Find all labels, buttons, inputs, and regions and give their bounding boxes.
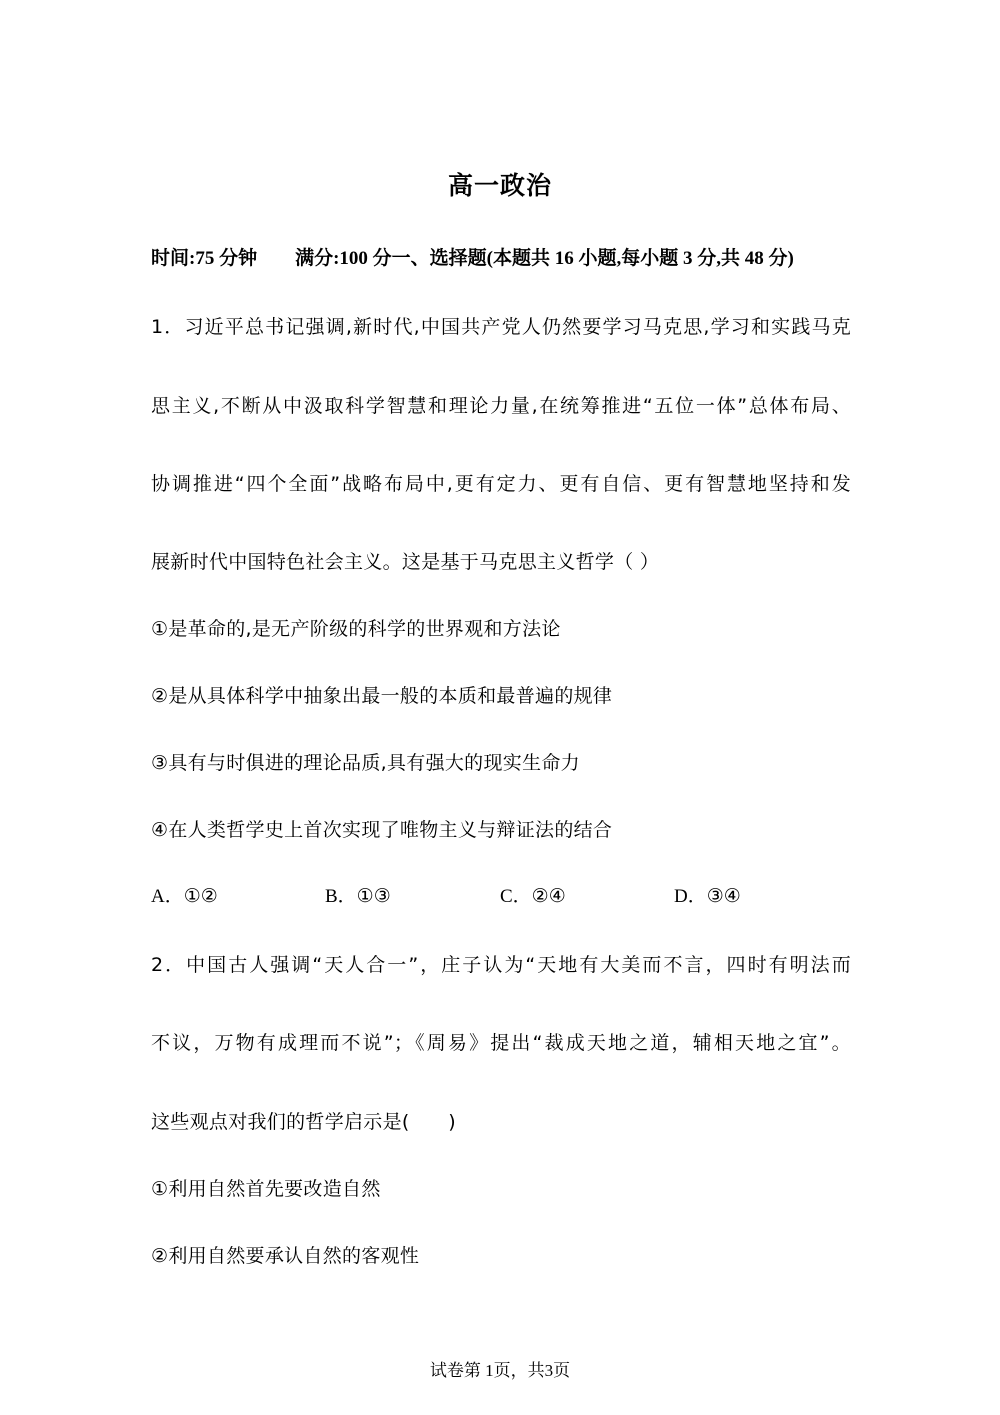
page-footer: 试卷第 1页，共3页 [429,1361,571,1380]
q1-option-b: B．①③ [325,886,391,907]
q1-stem-line-3: 协调推进“四个全面”战略布局中,更有定力、更有自信、更有智慧地坚持和发 [151,473,851,495]
q1-item-1: ①是革命的,是无产阶级的科学的世界观和方法论 [151,618,561,640]
q1-item-2: ②是从具体科学中抽象出最一般的本质和最普遍的规律 [151,685,613,707]
q1-options [151,881,851,909]
q1-item-4: ④在人类哲学史上首次实现了唯物主义与辩证法的结合 [151,819,613,841]
q1-option-c: C．②④ [500,886,566,907]
q1-stem-line-4: 展新时代中国特色社会主义。这是基于马克思主义哲学（ ） [151,551,660,573]
q2-stem-line-1: 2．中国古人强调“天人合一”，庄子认为“天地有大美而不言，四时有明法而 [151,954,851,976]
q1-stem-line-2: 思主义,不断从中汲取科学智慧和理论力量,在统筹推进“五位一体”总体布局、 [151,395,851,417]
q2-stem-line-3: 这些观点对我们的哲学启示是( ) [151,1111,456,1133]
page-title: 高一政治 [447,171,552,200]
exam-info: 时间:75 分钟 满分:100 分一、选择题(本题共 16 小题,每小题 3 分,共 48 分) [151,248,794,269]
q2-item-2: ②利用自然要承认自然的客观性 [151,1245,420,1267]
q1-item-3: ③具有与时俱进的理论品质,具有强大的现实生命力 [151,752,580,774]
q2-item-1: ①利用自然首先要改造自然 [151,1178,381,1200]
q1-stem-line-1: 1．习近平总书记强调,新时代,中国共产党人仍然要学习马克思,学习和实践马克 [151,316,851,338]
q2-stem-line-2: 不议，万物有成理而不说”；《周易》提出“裁成天地之道，辅相天地之宜”。 [151,1032,851,1054]
q1-option-a: A．①② [151,886,218,907]
q1-option-d: D．③④ [674,886,741,907]
